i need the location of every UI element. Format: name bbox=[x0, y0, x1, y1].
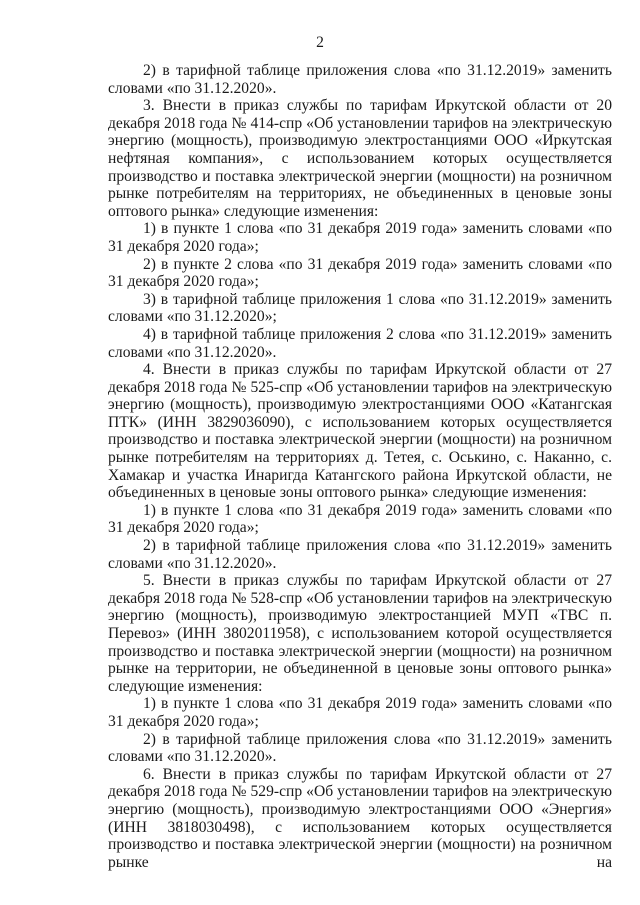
paragraph: 3. Внести в приказ службы по тарифам Иркутской области от 20 декабря 2018 года № 414-спр «Об установлении тарифов на электрическую энергию (мощность), производимую электростанциями ООО «Иркутская нефтяная компания», с использованием которых осуществляется производство и поставка электрической энергии (мощности) на розничном рынке потребителям на территориях, не объединенных в ценовые зоны оптового рынка» следующие изменения: bbox=[108, 97, 612, 220]
paragraph: 2) в тарифной таблице приложения слова «по 31.12.2019» заменить словами «по 31.12.2020». bbox=[108, 62, 612, 97]
paragraph: 5. Внести в приказ службы по тарифам Иркутской области от 27 декабря 2018 года № 528-спр «Об установлении тарифов на электрическую энергию (мощность), производимую электростанцией МУП «ТВС п. Перевоз» (ИНН 3802011958), с использованием которой осуществляется производство и поставка электрической энергии (мощности) на розничном рынке на территории, не объединенной в ценовые зоны оптового рынка» следующие изменения: bbox=[108, 572, 612, 695]
paragraph: 2) в пункте 2 слова «по 31 декабря 2019 года» заменить словами «по 31 декабря 2020 года»; bbox=[108, 255, 612, 291]
paragraph: 1) в пункте 1 слова «по 31 декабря 2019 года» заменить словами «по 31 декабря 2020 года»; bbox=[108, 501, 612, 537]
paragraph: 6. Внести в приказ службы по тарифам Иркутской области от 27 декабря 2018 года № 529-спр «Об установлении тарифов на электрическую энергию (мощность), производимую электростанциями ООО «Энергия» (ИНН 3818030498), с использованием которых осуществляется производство и поставка электрической энергии (мощности) на розничном рынке на bbox=[108, 765, 612, 871]
paragraph: 3) в тарифной таблице приложения 1 слова «по 31.12.2019» заменить словами «по 31.12.2020»; bbox=[108, 290, 612, 326]
paragraph: 1) в пункте 1 слова «по 31 декабря 2019 года» заменить словами «по 31 декабря 2020 года»; bbox=[108, 695, 612, 730]
page-number: 2 bbox=[316, 34, 324, 51]
paragraph: 2) в тарифной таблице приложения слова «по 31.12.2019» заменить словами «по 31.12.2020». bbox=[108, 537, 612, 572]
paragraph: 1) в пункте 1 слова «по 31 декабря 2019 года» заменить словами «по 31 декабря 2020 года»; bbox=[108, 220, 612, 255]
paragraph: 4) в тарифной таблице приложения 2 слова «по 31.12.2019» заменить словами «по 31.12.2020». bbox=[108, 325, 612, 361]
paragraph: 2) в тарифной таблице приложения слова «по 31.12.2019» заменить словами «по 31.12.2020». bbox=[108, 730, 612, 766]
paragraph: 4. Внести в приказ службы по тарифам Иркутской области от 27 декабря 2018 года № 525-спр «Об установлении тарифов на электрическую энергию (мощность), производимую электростанциями ООО «Катангская ПТК» (ИНН 3829036090), с использованием которых осуществляется производство и поставка электрической энергии (мощности) на розничном рынке потребителям на территориях д. Тетея, с. Оськино, с. Наканно, с. Хамакар и участка Инаригда Катангского района Иркутской области, не объединенных в ценовые зоны оптового рынка» следующие изменения: bbox=[108, 361, 612, 502]
